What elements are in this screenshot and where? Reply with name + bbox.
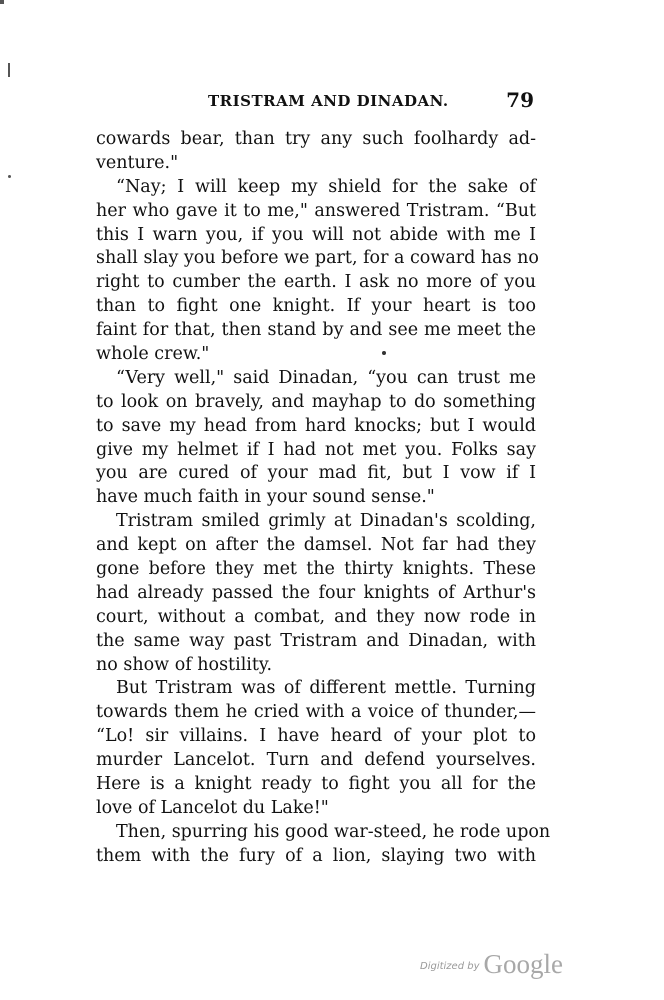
text-line: right to cumber the earth. I ask no more of you [96,272,536,293]
text-line: “Nay; I will keep my shield for the sake of [116,176,536,197]
text-line: “Very well," said Dinadan, “you can trust me [116,367,536,388]
text-line: to look on bravely, and mayhap to do something [96,391,536,412]
text-line: to save my head from hard knocks; but I would [96,415,536,436]
text-line: Then, spurring his good war-steed, he rode upon [116,821,551,842]
text-line: love of Lancelot du Lake!" [96,797,329,818]
text-line: faint for that, then stand by and see me meet the [96,320,536,341]
text-line: shall slay you before we part, for a coward has no [96,248,539,269]
text-line: cowards bear, than try any such foolhardy ad- [96,129,536,149]
watermark-prefix: Digitized by [420,961,480,972]
scan-speck [8,63,10,77]
text-line: her who gave it to me," answered Tristram. “But [96,200,536,221]
text-line: Tristram smiled grimly at Dinadan's scolding, [116,511,536,532]
running-head: TRISTRAM AND DINADAN. [208,92,449,110]
text-line: them with the fury of a lion, slaying two with [96,845,536,866]
text-line: have much faith in your sound sense." [96,487,435,508]
text-line: towards them he cried with a voice of thunder,— [96,702,536,723]
body-text [96,128,551,869]
text-line: the same way past Tristram and Dinadan, with [96,630,536,651]
text-line: you are cured of your mad fit, but I vow if I [96,463,536,484]
text-line: and kept on after the damsel. Not far had they [96,535,536,556]
text-line: than to fight one knight. If your heart is too [96,296,536,317]
text-line: no show of hostility. [96,654,273,675]
text-line: venture." [96,152,179,173]
text-line: give my helmet if I had not met you. Folks say [96,439,536,460]
text-line: this I warn you, if you will not abide with me I [96,224,536,245]
text-line: had already passed the four knights of Arthur's [96,582,536,603]
text-line: Here is a knight ready to fight you all for the [96,774,536,795]
text-line: gone before they met the thirty knights. These [96,559,536,580]
text-line: murder Lancelot. Turn and defend yourselves. [96,750,536,771]
text-line: “Lo! sir villains. I have heard of your plot to [96,726,536,747]
text-line: court, without a combat, and they now rode in [96,606,536,627]
digitized-watermark [420,949,563,980]
page-number: 79 [506,88,534,112]
page-header [96,88,536,114]
google-logo: Google [483,949,563,979]
text-line: But Tristram was of different mettle. Turning [116,678,536,699]
text-line: whole crew." [96,344,210,365]
scan-speck [0,0,4,4]
scan-speck [8,175,11,178]
